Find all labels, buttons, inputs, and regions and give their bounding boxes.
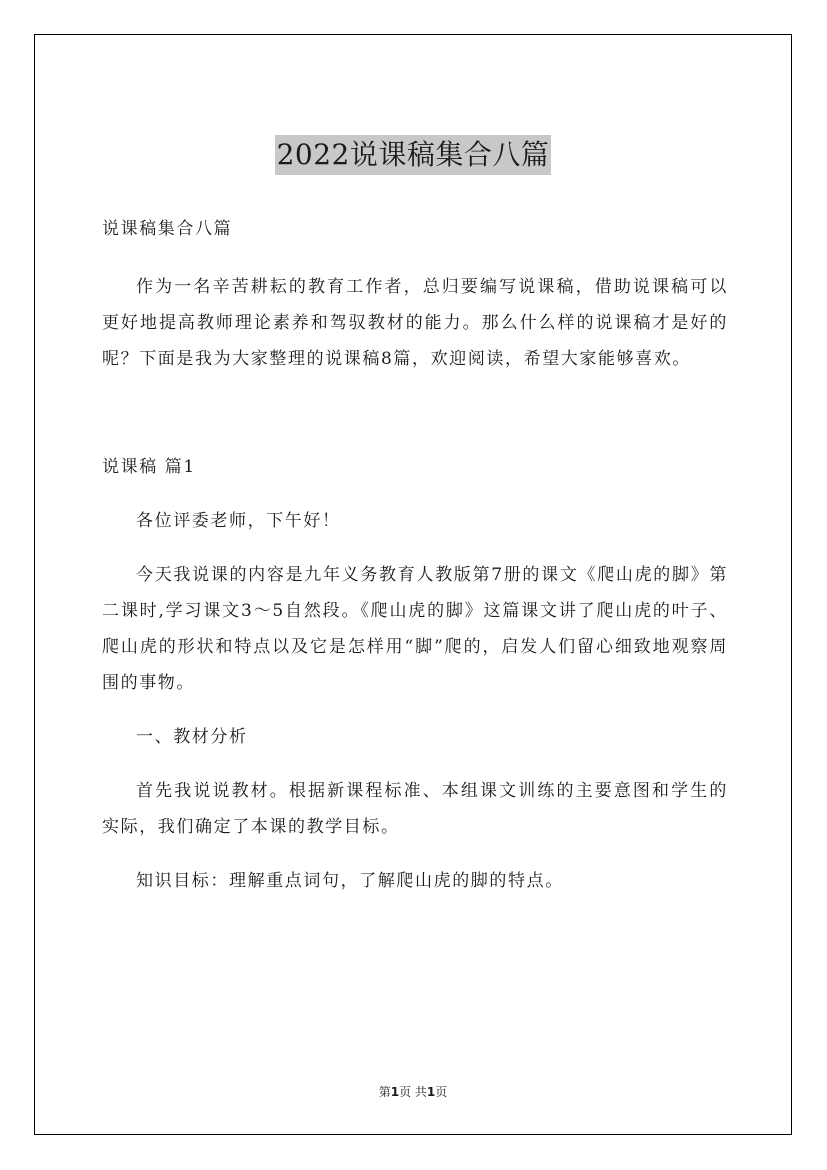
footer-prefix: 第 bbox=[378, 1085, 391, 1099]
footer-total-pages: 1 bbox=[426, 1085, 436, 1099]
paragraph: 今天我说课的内容是九年义务教育人教版第7册的课文《爬山虎的脚》第二课时,学习课文3～5自然段。《爬山虎的脚》这篇课文讲了爬山虎的叶子、爬山虎的形状和特点以及它是怎样用“脚”爬的，启发人们留心细致地观察周围的事物。 bbox=[102, 565, 728, 693]
footer-mid: 页 共 bbox=[399, 1085, 427, 1099]
subheading: 一、教材分析 bbox=[136, 727, 248, 747]
greeting-paragraph: 各位评委老师，下午好！ bbox=[136, 511, 341, 531]
document-title: 2022说课稿集合八篇 bbox=[275, 135, 552, 175]
section-title: 说课稿 篇1 bbox=[102, 457, 196, 477]
paragraph: 知识目标：理解重点词句，了解爬山虎的脚的特点。 bbox=[136, 871, 564, 891]
footer-suffix: 页 bbox=[435, 1085, 448, 1099]
paragraph: 首先我说说教材。根据新课程标准、本组课文训练的主要意图和学生的实际，我们确定了本课的教学目标。 bbox=[102, 781, 728, 837]
document-page bbox=[34, 34, 792, 1135]
document-body bbox=[102, 211, 728, 917]
page-footer bbox=[35, 1083, 791, 1100]
title-wrap bbox=[35, 135, 791, 175]
footer-page-number: 1 bbox=[390, 1085, 400, 1099]
heading: 说课稿集合八篇 bbox=[102, 219, 233, 239]
intro-paragraph: 作为一名辛苦耕耘的教育工作者，总归要编写说课稿，借助说课稿可以更好地提高教师理论素养和驾驭教材的能力。那么什么样的说课稿才是好的呢？下面是我为大家整理的说课稿8篇，欢迎阅读，希望大家能够喜欢。 bbox=[102, 277, 728, 369]
